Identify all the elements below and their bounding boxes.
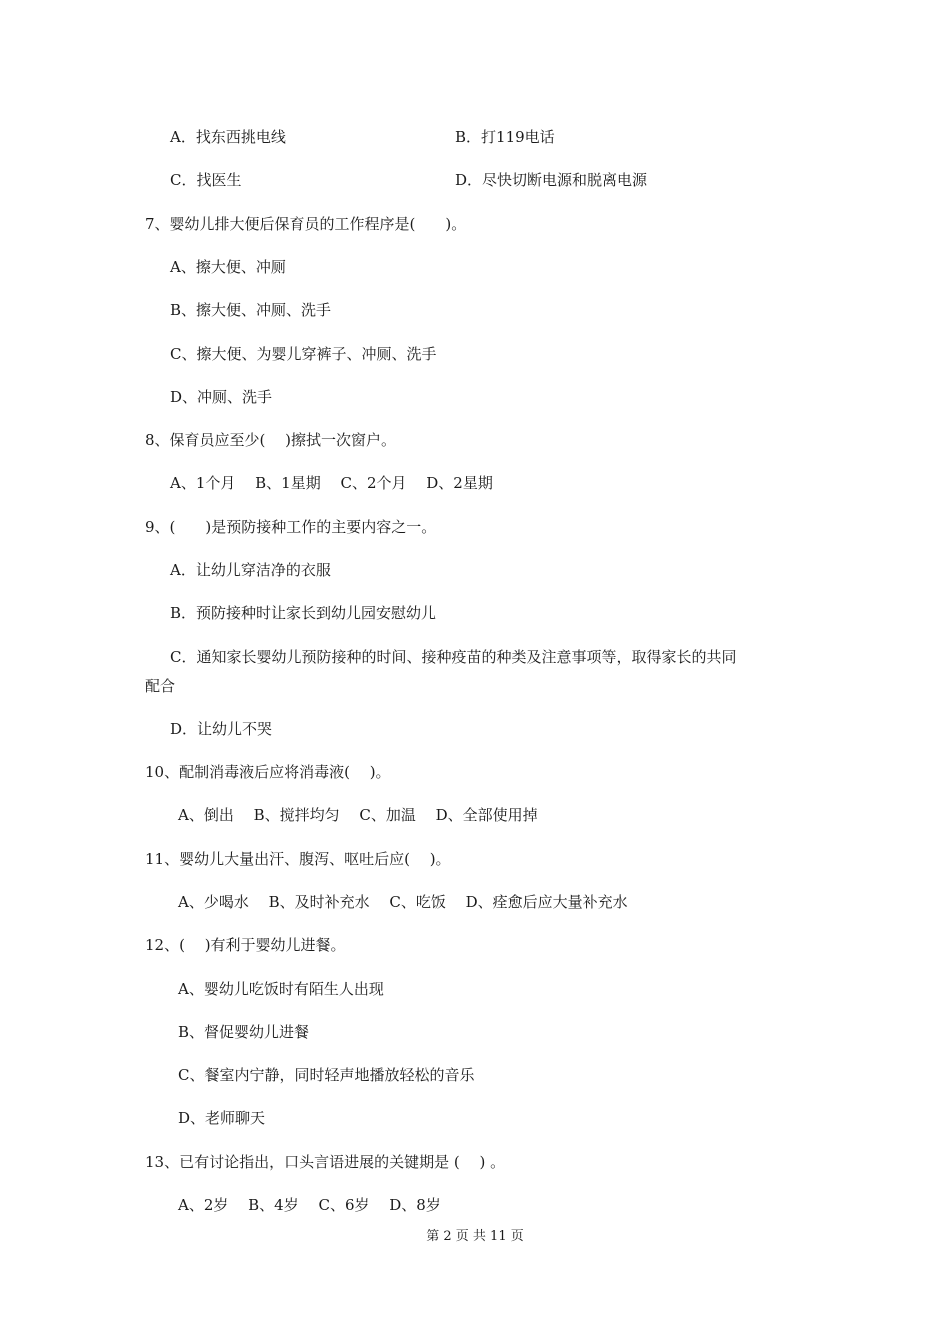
q12-option-d: D、老师聊天 [178, 1109, 266, 1127]
page-number-footer: 第 2 页 共 11 页 [426, 1229, 524, 1244]
q9-option-c: C．通知家长婴幼儿预防接种的时间、接种疫苗的种类及注意事项等，取得家长的共同 [170, 648, 737, 666]
q7-option-d: D、冲厕、洗手 [170, 388, 273, 406]
q13-stem: 13、已有讨论指出，口头言语进展的关键期是 ( ) 。 [145, 1153, 506, 1171]
q7-stem: 7、婴幼儿排大便后保育员的工作程序是( )。 [145, 215, 467, 233]
q12-stem: 12、( )有利于婴幼儿进餐。 [145, 936, 346, 954]
q8-options: A、1个月 B、1星期 C、2个月 D、2星期 [170, 474, 493, 492]
q11-options: A、少喝水 B、及时补充水 C、吃饭 D、痊愈后应大量补充水 [178, 893, 628, 911]
q9-stem: 9、( )是预防接种工作的主要内容之一。 [145, 518, 437, 536]
q9-option-d: D．让幼儿不哭 [170, 720, 273, 738]
q6-option-d: D．尽快切断电源和脱离电源 [455, 171, 648, 189]
q12-option-a: A、婴幼儿吃饭时有陌生人出现 [178, 980, 384, 998]
q6-option-a: A．找东西挑电线 [170, 128, 286, 146]
q7-option-b: B、擦大便、冲厕、洗手 [170, 301, 332, 319]
q13-options: A、2岁 B、4岁 C、6岁 D、8岁 [178, 1196, 441, 1214]
q12-option-b: B、督促婴幼儿进餐 [178, 1023, 310, 1041]
q7-option-c: C、擦大便、为婴儿穿裤子、冲厕、洗手 [170, 345, 437, 363]
q9-option-c-continued: 配合 [145, 677, 176, 695]
q6-option-b: B．打119电话 [455, 128, 555, 146]
q7-option-a: A、擦大便、冲厕 [170, 258, 286, 276]
q10-stem: 10、配制消毒液后应将消毒液( )。 [145, 763, 391, 781]
q12-option-c: C、餐室内宁静，同时轻声地播放轻松的音乐 [178, 1066, 475, 1084]
q11-stem: 11、婴幼儿大量出汗、腹泻、呕吐后应( )。 [145, 850, 451, 868]
q9-option-a: A．让幼儿穿洁净的衣服 [170, 561, 331, 579]
q10-options: A、倒出 B、搅拌均匀 C、加温 D、全部使用掉 [178, 806, 538, 824]
q8-stem: 8、保育员应至少( )擦拭一次窗户。 [145, 431, 397, 449]
q9-option-b: B．预防接种时让家长到幼儿园安慰幼儿 [170, 604, 437, 622]
q6-option-c: C．找医生 [170, 171, 242, 189]
